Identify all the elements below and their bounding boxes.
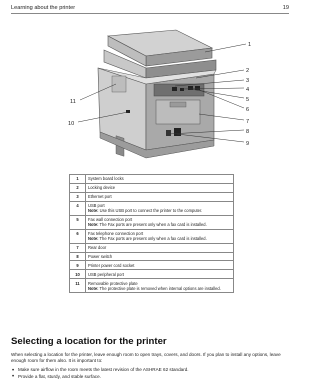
note-label: Note: <box>88 285 99 291</box>
row-number: 6 <box>70 229 86 243</box>
note-text: The protective plate is removed when internal options are installed. <box>99 285 221 291</box>
row-description <box>86 192 234 201</box>
table-row <box>70 215 234 229</box>
table-row <box>70 192 234 201</box>
table-row <box>70 261 234 270</box>
row-number: 4 <box>70 201 86 215</box>
note-label: Note: <box>88 236 99 242</box>
row-description <box>86 229 234 243</box>
note-label: Note: <box>88 208 99 214</box>
callout-11: 11 <box>70 99 76 105</box>
callout-3: 3 <box>246 78 250 84</box>
table-row <box>70 270 234 279</box>
row-description <box>86 175 234 184</box>
part-note <box>88 236 231 241</box>
part-name: Fax telephone connection port <box>88 231 144 237</box>
section-body: When selecting a location for the printer, leave enough room to open trays, covers, and doors. If you plan to install any options, leave enough room for them also. It is important to: <box>11 352 281 363</box>
callout-6: 6 <box>246 107 250 113</box>
page-number: 19 <box>282 5 289 11</box>
part-note <box>88 286 231 291</box>
part-name: Rear door <box>88 245 107 251</box>
part-name: Ethernet port <box>88 194 112 200</box>
row-description <box>86 215 234 229</box>
row-number: 1 <box>70 175 86 184</box>
table-row <box>70 183 234 192</box>
part-name: Power switch <box>88 253 113 259</box>
row-description <box>86 261 234 270</box>
part-name: USB peripheral port <box>88 271 124 277</box>
part-name: USB port <box>88 203 105 209</box>
part-note <box>88 222 231 227</box>
part-name: Removable protective plate <box>88 280 138 286</box>
row-description <box>86 270 234 279</box>
row-number: 10 <box>70 270 86 279</box>
part-name: System board locks <box>88 176 124 182</box>
row-description <box>86 243 234 252</box>
part-name: Locking device <box>88 185 116 191</box>
table-row <box>70 175 234 184</box>
row-description <box>86 201 234 215</box>
row-description <box>86 183 234 192</box>
note-text: Use this USB port to connect the printer to the computer. <box>99 208 203 214</box>
row-number: 5 <box>70 215 86 229</box>
parts-table-body <box>70 175 234 293</box>
list-item: • Provide a flat, sturdy, and stable surface. <box>11 374 291 381</box>
note-label: Note: <box>88 222 99 228</box>
list-item: • Make sure airflow in the room meets the latest revision of the ASHRAE 62 standard. <box>11 367 291 374</box>
row-number: 11 <box>70 279 86 293</box>
table-row <box>70 201 234 215</box>
callout-7: 7 <box>246 119 250 125</box>
part-name: Fax wall connection port <box>88 217 133 223</box>
callout-4: 4 <box>246 87 250 93</box>
callout-1: 1 <box>248 42 252 48</box>
part-name: Printer power cord socket <box>88 262 135 268</box>
section-heading: Selecting a location for the printer <box>11 336 167 347</box>
callout-10: 10 <box>68 121 75 127</box>
row-number: 9 <box>70 261 86 270</box>
table-row <box>70 229 234 243</box>
row-number: 2 <box>70 183 86 192</box>
callout-labels <box>0 14 300 170</box>
callout-9: 9 <box>246 141 250 147</box>
row-number: 3 <box>70 192 86 201</box>
row-description <box>86 279 234 293</box>
callout-5: 5 <box>246 97 250 103</box>
note-text: The Fax ports are present only when a fax card is installed. <box>99 222 207 228</box>
table-row <box>70 279 234 293</box>
part-note <box>88 208 231 213</box>
table-row <box>70 252 234 261</box>
row-description <box>86 252 234 261</box>
table-row <box>70 243 234 252</box>
printer-rear-figure <box>0 14 300 170</box>
header-section-title: Learning about the printer <box>11 5 76 11</box>
parts-table <box>69 174 234 293</box>
callout-8: 8 <box>246 129 250 135</box>
row-number: 8 <box>70 252 86 261</box>
requirements-list <box>11 367 291 380</box>
note-text: The Fax ports are present only when a fax card is installed. <box>99 236 207 242</box>
row-number: 7 <box>70 243 86 252</box>
callout-2: 2 <box>246 68 250 74</box>
